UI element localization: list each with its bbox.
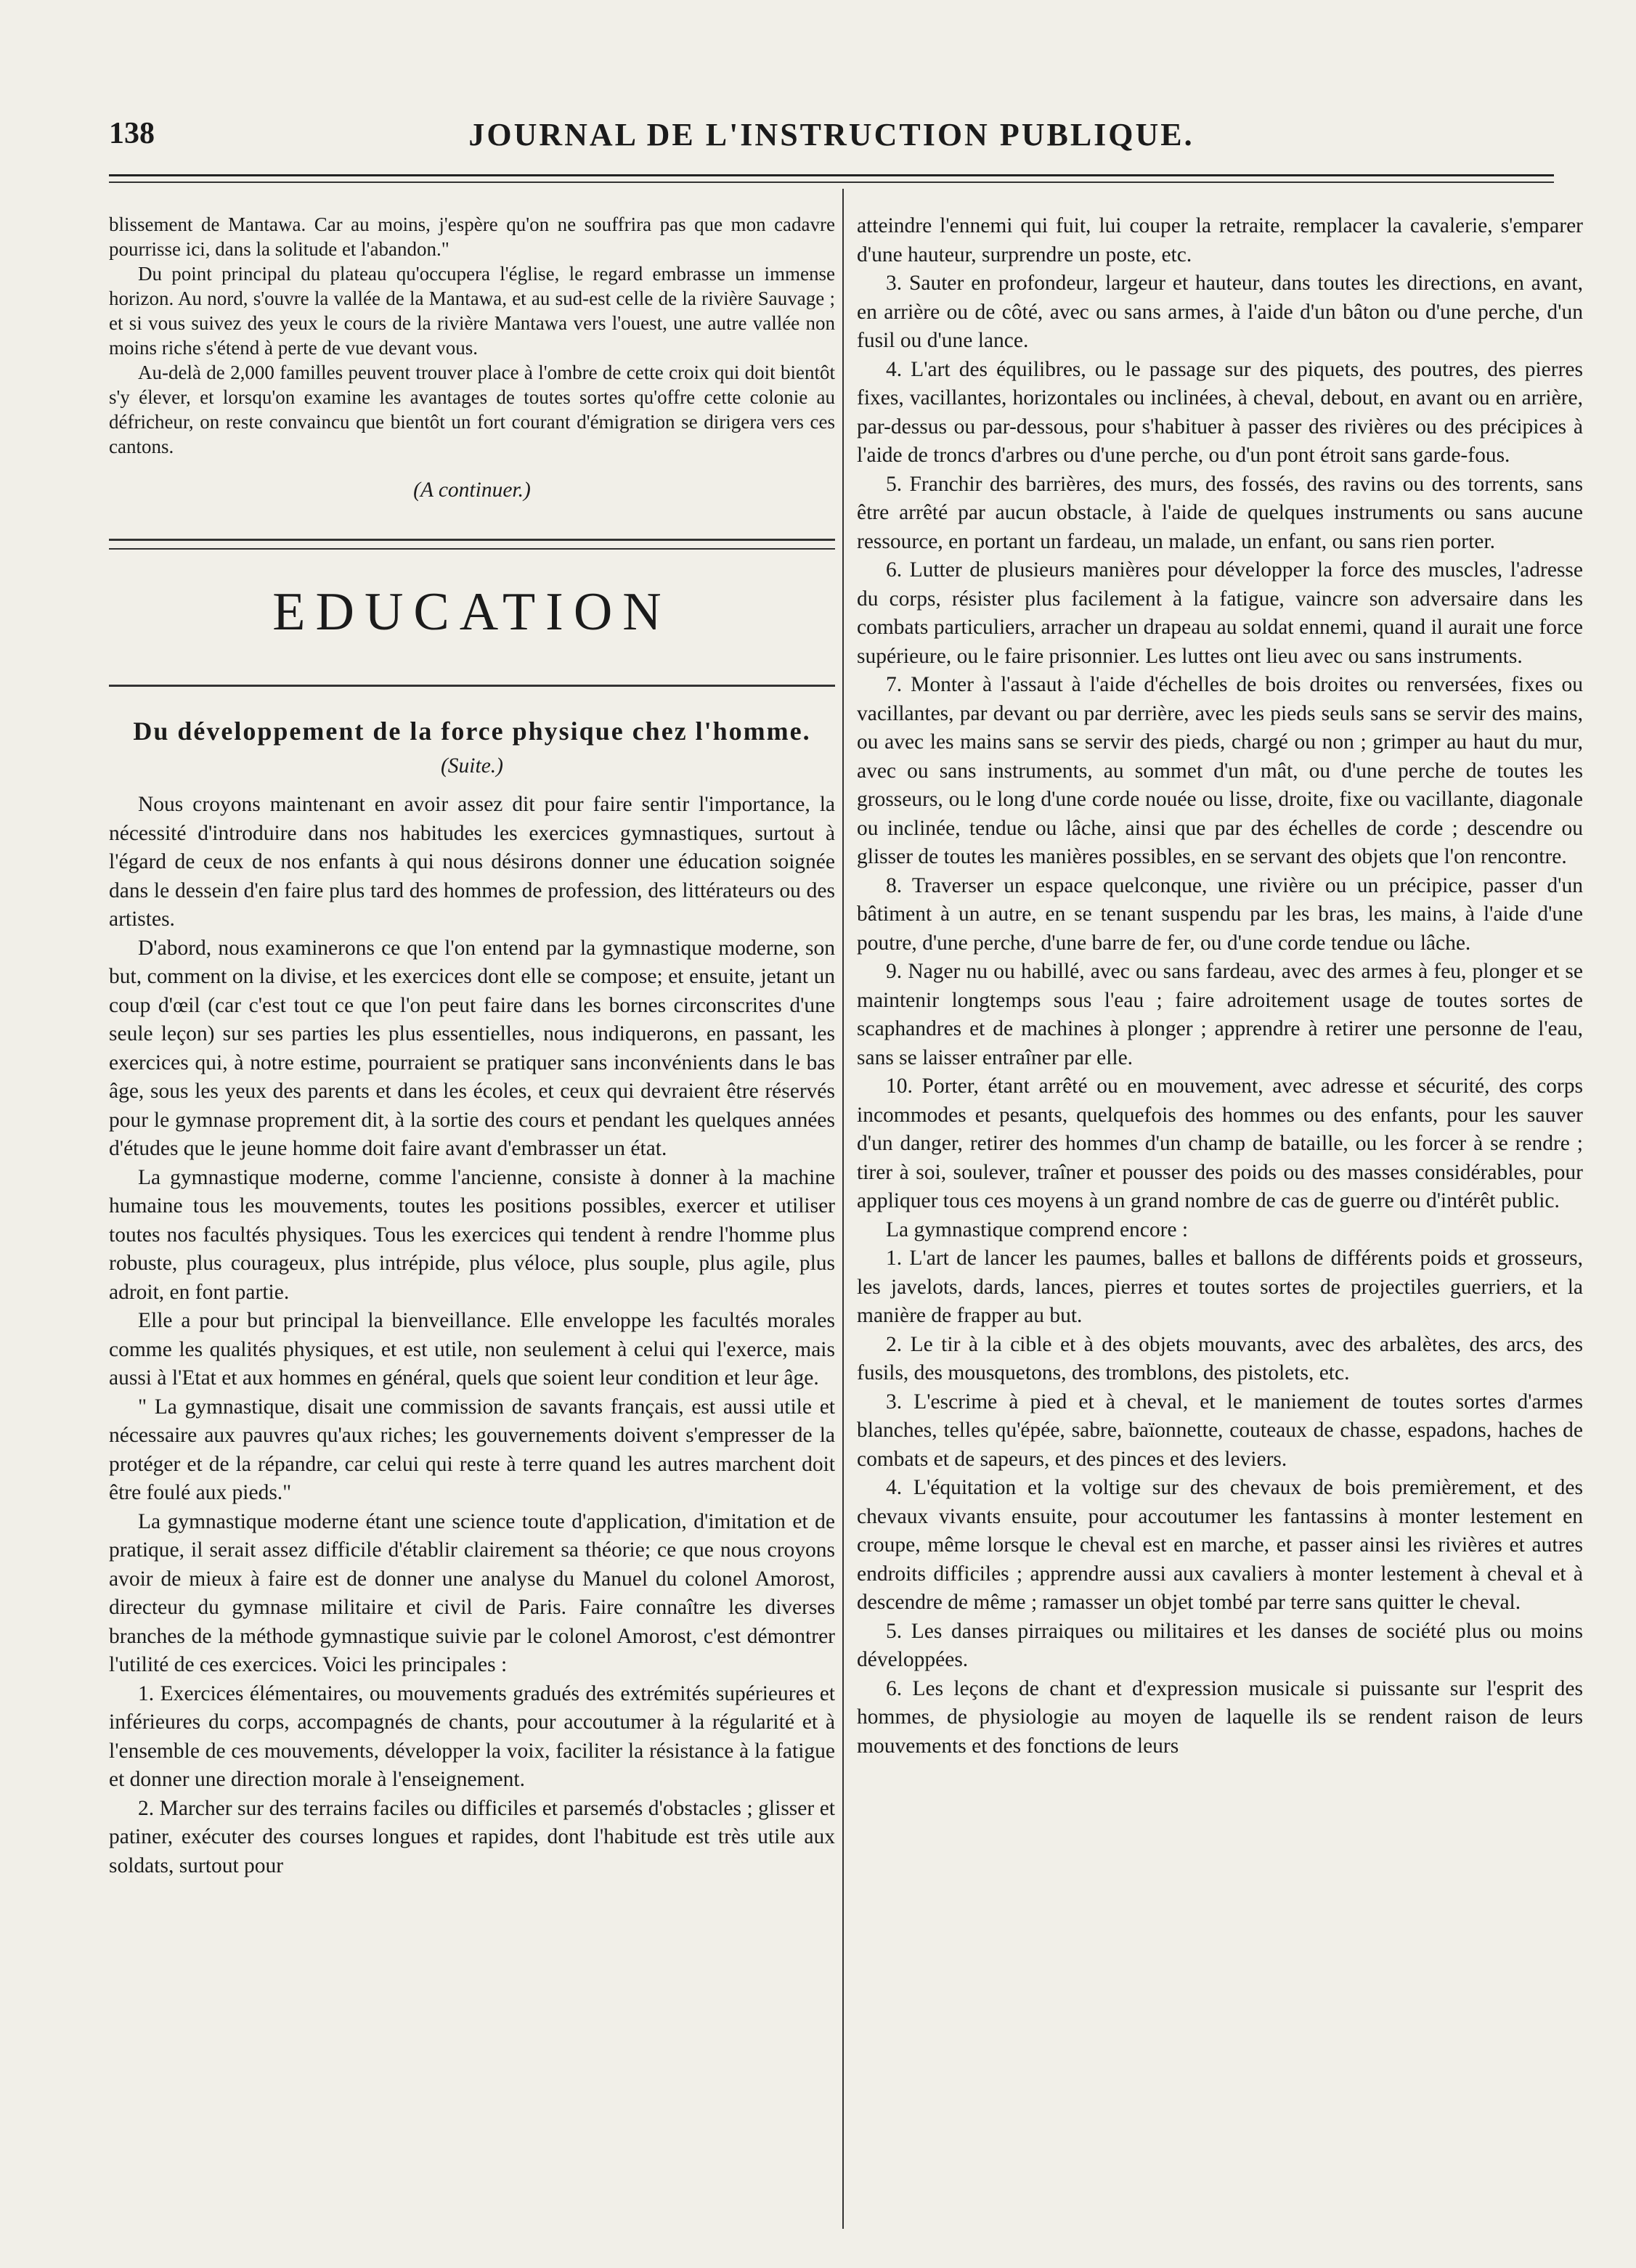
continuation-note: (A continuer.) (413, 478, 531, 502)
article-subtitle: (Suite.) (440, 754, 503, 778)
paragraph: " La gymnastique, disait une commission de savants français, est aussi utile et nécessaire aux pauvres qu'aux riches; les gouvernements doivent s'empresser de la protéger et de la répandre, car celui qui reste à terre quand les autres marchent doit être foulé aux pieds." (109, 1395, 835, 1504)
paragraph: 1. Exercices élémentaires, ou mouvements gradués des extrémités supérieures et inférieures du corps, accompagnés de chants, pour accoutumer à la régularité et à l'ensemble de ces mouvements, développer la voix, faciliter la résistance à la fatigue et donner une direction morale à l'enseignement. (109, 1681, 835, 1791)
article-title: Du développement de la force physique chez l'homme. (133, 716, 811, 746)
paragraph: Du point principal du plateau qu'occupera l'église, le regard embrasse un immense horizon. Au nord, s'ouvre la vallée de la Mantawa, et au sud-est celle de la rivière Sauvage ; et si vous suivez des yeux le cours de la rivière Mantawa vers l'ouest, une autre vallée non moins riche s'étend à perte de vue devant vous. (109, 263, 835, 359)
section-separator (109, 539, 835, 550)
paragraph: 1. L'art de lancer les paumes, balles et ballons de différents poids et grosseurs, les javelots, dards, lances, pierres et toutes sortes de projectiles guerriers, et la manière de frapper au but. (857, 1247, 1583, 1327)
section-title: EDUCATION (272, 582, 672, 642)
paragraph: 3. L'escrime à pied et à cheval, et le maniement de toutes sortes d'armes blanches, telles qu'épée, sabre, baïonnette, couteaux de chasse, espadons, haches de combats et de sapeurs, et des pinces et des leviers. (857, 1390, 1583, 1471)
paragraph: 2. Marcher sur des terrains faciles ou difficiles et parsemés d'obstacles ; glisser et patiner, exécuter des courses longues et rapides, dont l'habitude est très utile aux soldats, surtout pour (109, 1796, 835, 1877)
article-body (109, 791, 835, 1880)
page-number: 138 (109, 117, 155, 150)
section-rule (109, 685, 835, 687)
paragraph: Au-delà de 2,000 familles peuvent trouver place à l'ombre de cette croix qui doit bientôt s'y élever, et lorsqu'on examine les avantages de toutes sortes qu'offre cette colonie au défricheur, on reste convaincu que bientôt un fort courant d'émigration se dirigera vers ces cantons. (109, 362, 835, 457)
header-rule-top (109, 174, 1554, 176)
paragraph: La gymnastique comprend encore : (886, 1217, 1189, 1241)
paragraph: atteindre l'ennemi qui fuit, lui couper la retraite, remplacer la cavalerie, s'emparer d'une hauteur, surprendre un poste, etc. (857, 214, 1583, 266)
paragraph: 5. Franchir des barrières, des murs, des fossés, des ravins ou des torrents, sans être arrêté par aucun obstacle, à l'aide de quelques instruments ou sans aucune ressource, en portant un fardeau, un malade, un enfant, ou sans rien porter. (857, 472, 1583, 553)
paragraph: Nous croyons maintenant en avoir assez dit pour faire sentir l'importance, la nécessité d'introduire dans nos habitudes les exercices gymnastiques, surtout à l'égard de ceux de nos enfants à qui nous désirons donner une éducation soignée dans le dessein d'en faire plus tard des hommes de profession, des littérateurs ou des artistes. (109, 793, 835, 931)
paragraph: 6. Les leçons de chant et d'expression musicale si puissante sur l'esprit des hommes, de physiologie au moyen de laquelle ils se rendent raison de leurs mouvements et des fonctions de leurs (857, 1676, 1583, 1758)
page-header (109, 116, 1554, 160)
paragraph: 2. Le tir à la cible et à des objets mouvants, avec des arbalètes, des arcs, des fusils, des mousquetons, des tromblons, des pistolets, etc. (857, 1332, 1583, 1384)
paragraph: 8. Traverser un espace quelconque, une rivière ou un précipice, passer d'un bâtiment à un autre, en se tenant suspendu par les bras, les mains, à l'aide d'une poutre, d'une perche, d'une barre de fer, ou d'une corde tendue ou lâche. (857, 873, 1583, 955)
left-column (109, 212, 835, 2238)
paragraph: Elle a pour but principal la bienveillance. Elle enveloppe les facultés morales comme les qualités physiques, et est utile, non seulement à celui qui l'exerce, mais aussi à l'Etat et aux hommes en général, quels que soient leur condition et leur âge. (109, 1309, 835, 1390)
previous-article (109, 212, 835, 459)
paragraph: 4. L'équitation et la voltige sur des chevaux de bois premièrement, et des chevaux vivants ensuite, pour accoutumer les fantassins à monter lestement en croupe, même lorsque le cheval est en marche, et passer ainsi les rivières et autres endroits difficiles ; apprendre aussi aux cavaliers à monter lestement à cheval et à descendre de même ; ramasser un objet tombé par terre sans quitter le cheval. (857, 1476, 1583, 1614)
paragraph: 7. Monter à l'assaut à l'aide d'échelles de bois droites ou renversées, fixes ou vacillantes, par devant ou par derrière, avec les pieds seuls sans se servir des mains, ou avec les mains sans se servir des pieds, chargé ou non ; grimper au haut du mur, avec ou sans instruments, au sommet d'un mât, ou d'une perche de toutes les grosseurs, ou le long d'une corde nouée ou lisse, droite, fixe ou vacillante, diagonale ou inclinée, tendue ou lâche, ainsi que par des échelles de corde ; descendre ou glisser de toutes les manières possibles, en se servant des objets que l'on rencontre. (857, 673, 1583, 868)
paragraph: 6. Lutter de plusieurs manières pour développer la force des muscles, l'adresse du corps, résister plus facilement à la fatigue, vaincre son adversaire dans les combats particuliers, arracher un drapeau au soldat ennemi, quand il aurait une force supérieure, ou le faire prisonnier. Les luttes ont lieu avec ou sans instruments. (857, 558, 1583, 668)
paragraph: 5. Les danses pirraiques ou militaires et les danses de société plus ou moins développées. (857, 1619, 1583, 1671)
paragraph: La gymnastique moderne étant une science toute d'application, d'imitation et de pratique, il serait assez difficile d'établir clairement sa théorie; ce que nous croyons avoir de mieux à faire est de donner une analyse du Manuel du colonel Amorost, directeur du gymnase militaire et civil de Paris. Faire connaître les diverses branches de la méthode gymnastique suivie par le colonel Amorost, c'est démontrer l'utilité de ces exercices. Voici les principales : (109, 1509, 835, 1676)
column-divider (842, 189, 844, 2229)
paragraph: La gymnastique moderne, comme l'ancienne, consiste à donner à la machine humaine tous les mouvements, toutes les positions possibles, exercer et utiliser toutes nos facultés physiques. Tous les exercices qui tendent à rendre l'homme plus robuste, plus courageux, plus intrépide, plus véloce, plus souple, plus agile, plus adroit, en font partie. (109, 1165, 835, 1304)
paragraph: 4. L'art des équilibres, ou le passage sur des piquets, des poutres, des pierres fixes, vacillantes, horizontales ou inclinées, à cheval, debout, en avant ou en arrière, par-dessus ou par-dessous, pour s'habituer à passer des rivières ou des précipices à l'aide de troncs d'arbres ou d'une perche, ou d'un pont étroit sans garde-fous. (857, 357, 1583, 467)
header-rule-bottom (109, 181, 1554, 183)
journal-title: JOURNAL DE L'INSTRUCTION PUBLIQUE. (468, 117, 1195, 152)
right-column (857, 212, 1583, 2238)
paragraph: 9. Nager nu ou habillé, avec ou sans fardeau, avec des armes à feu, plonger et se maintenir longtemps sous l'eau ; faire adroitement usage de toutes sortes de scaphandres et de machines à plonger ; apprendre à retirer une personne de l'eau, sans se laisser entraîner par elle. (857, 960, 1583, 1069)
paragraph: 3. Sauter en profondeur, largeur et hauteur, dans toutes les directions, en avant, en arrière ou de côté, avec ou sans armes, à l'aide d'un bâton ou d'une perche, d'un fusil ou d'une lance. (857, 272, 1583, 352)
paragraph: D'abord, nous examinerons ce que l'on entend par la gymnastique moderne, son but, comment on la divise, et les exercices dont elle se compose; et ensuite, jetant un coup d'œil (car c'est tout ce que l'on peut faire dans les bornes circonscrites d'une seule leçon) sur ses parties les plus essentielles, nous indiquerons, en passant, les exercices qui, à notre estime, pourraient se pratiquer sans inconvénients dans le bas âge, sous les yeux des parents et dans les écoles, et ceux qui devraient être réservés pour le gymnase proprement dit, à la sortie des cours et pendant les quelques années d'études que le jeune homme doit faire avant d'embrasser un état. (109, 936, 835, 1160)
paragraph: blissement de Mantawa. Car au moins, j'espère qu'on ne souffrira pas que mon cadavre pourrisse ici, dans la solitude et l'abandon." (109, 213, 835, 260)
paragraph: 10. Porter, étant arrêté ou en mouvement, avec adresse et sécurité, des corps incommodes et pesants, quelquefois des hommes ou des enfants, pour les sauver d'un danger, retirer des hommes d'un champ de bataille, ou les forcer à se rendre ; tirer à soi, soulever, traîner et pousser des poids ou des masses considérables, pour appliquer tous ces moyens à un grand nombre de cas de guerre ou d'intérêt public. (857, 1074, 1583, 1212)
